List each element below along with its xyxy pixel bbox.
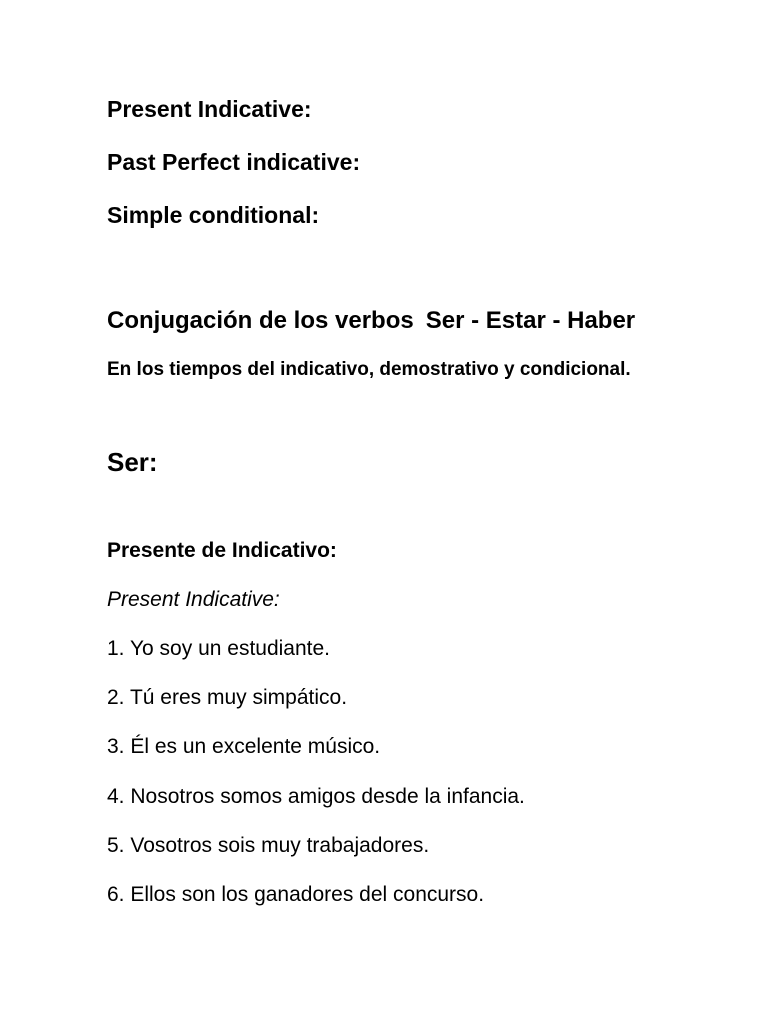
list-item: 2. Tú eres muy simpático.: [107, 686, 348, 709]
list-item: 5. Vosotros sois muy trabajadores.: [107, 834, 430, 857]
document-title-verbs: Ser - Estar - Haber: [425, 307, 636, 334]
heading-past-perfect-indicative: Past Perfect indicative:: [107, 149, 361, 175]
list-item: 1. Yo soy un estudiante.: [107, 637, 331, 660]
document-subtitle: En los tiempos del indicativo, demostrativo y condicional.: [107, 359, 631, 380]
list-item: 6. Ellos son los ganadores del concurso.: [107, 883, 485, 906]
verb-heading-ser: Ser:: [107, 447, 158, 477]
document-title-main: Conjugación de los verbos: [107, 307, 414, 334]
list-item: 4. Nosotros somos amigos desde la infancia.: [107, 785, 525, 808]
list-item: 3. Él es un excelente músico.: [107, 735, 381, 758]
section-heading-spanish: Presente de Indicativo:: [107, 539, 337, 562]
heading-simple-conditional: Simple conditional:: [107, 202, 320, 228]
section-heading-english: Present Indicative:: [107, 588, 280, 611]
heading-present-indicative: Present Indicative:: [107, 96, 312, 122]
document-title: [107, 309, 635, 333]
